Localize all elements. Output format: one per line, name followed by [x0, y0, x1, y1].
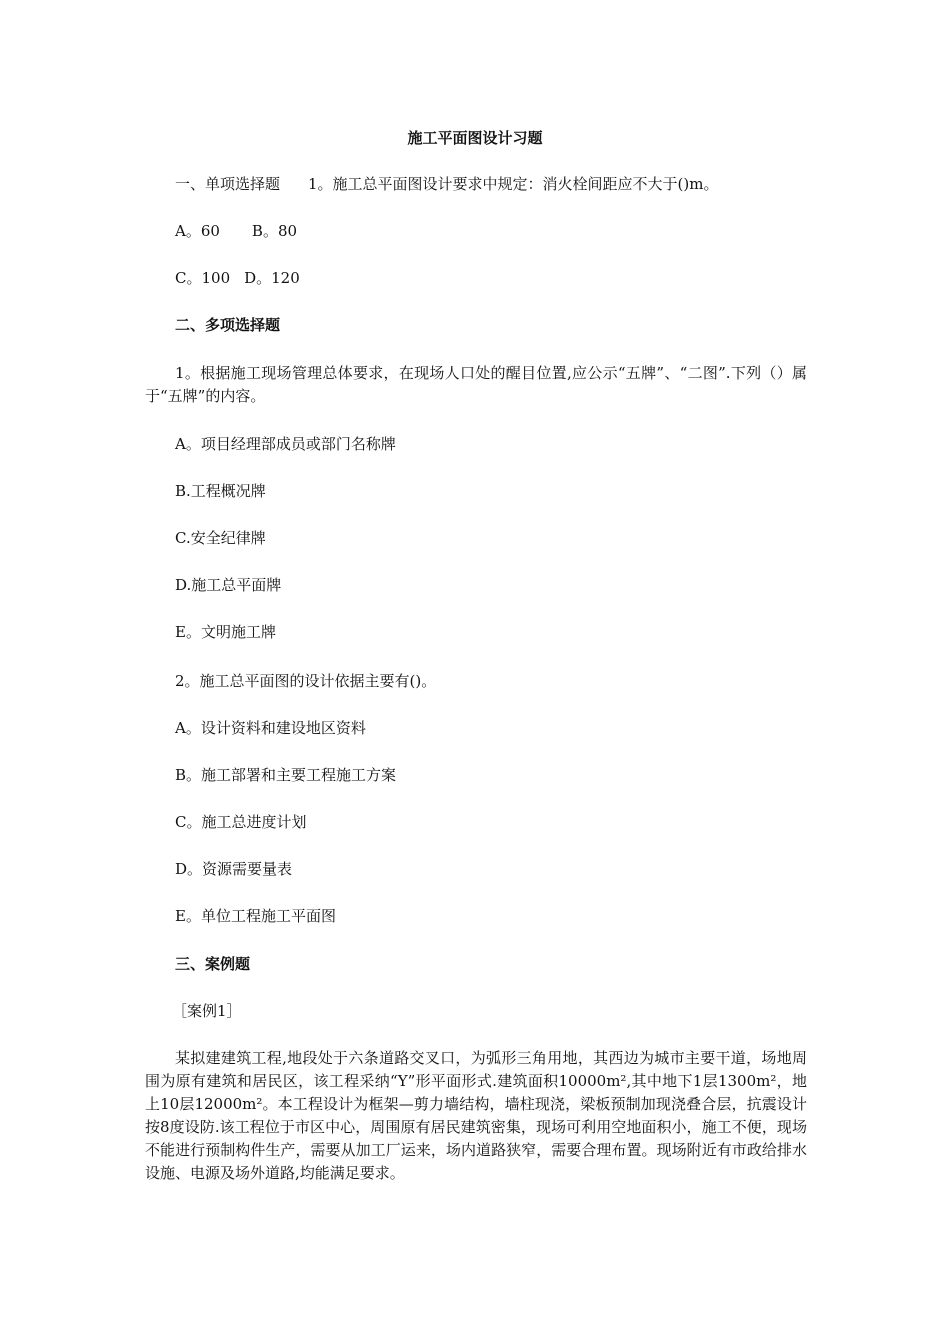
- case-paragraph: 某拟建建筑工程,地段处于六条道路交叉口，为弧形三角用地，其西边为城市主要干道，场地周围为原有建筑和居民区，该工程采纳“Y”形平面形式.建筑面积10000m²,其中地下1层1300m²，地上10层12000m²。本工程设计为框架—剪力墙结构，墙柱现浇，梁板预制加现浇叠合层，抗震设计按8度设防.该工程位于市区中心，周围原有居民建筑密集，现场可利用空地面积小，施工不便，现场不能进行预制构件生产，需要从加工厂运来，场内道路狭窄，需要合理布置。现场附近有市政给排水设施、电源及场外道路,均能满足要求。: [145, 1049, 807, 1182]
- multiple-choice-question-2: 2。施工总平面图的设计依据主要有()。: [175, 672, 437, 690]
- section-heading-case-study: 三、案例题: [175, 955, 251, 973]
- single-choice-question-1: [175, 173, 719, 195]
- option-item: B。施工部署和主要工程施工方案: [175, 766, 397, 784]
- option-item: A。设计资料和建设地区资料: [175, 719, 366, 737]
- option-item: E。单位工程施工平面图: [175, 907, 336, 925]
- option-d: D。120: [244, 269, 300, 287]
- section-heading-multiple-choice: 二、多项选择题: [175, 316, 281, 334]
- option-b: B。80: [251, 222, 298, 240]
- question-text: 1。施工总平面图设计要求中规定：消火栓间距应不大于()m。: [308, 175, 719, 193]
- option-a: A。60: [175, 222, 220, 240]
- options-row-cd: [175, 267, 300, 289]
- option-item: E。文明施工牌: [175, 623, 276, 641]
- options-row-ab: [175, 220, 297, 242]
- option-c: C。100: [175, 269, 231, 287]
- option-item: A。项目经理部成员或部门名称牌: [175, 435, 396, 453]
- multiple-choice-question-1: 1。根据施工现场管理总体要求，在现场人口处的醒目位置,应公示“五牌”、“二图”.下列（）属于“五牌”的内容。: [145, 364, 807, 405]
- option-item: D。资源需要量表: [175, 860, 293, 878]
- document-title: 施工平面图设计习题: [407, 129, 543, 147]
- case-label: ［案例1］: [172, 1002, 242, 1020]
- section-heading-single-choice: 一、单项选择题: [175, 175, 281, 193]
- option-item: D.施工总平面牌: [175, 576, 282, 594]
- option-item: C。施工总进度计划: [175, 813, 307, 831]
- option-item: C.安全纪律牌: [175, 529, 266, 547]
- option-item: B.工程概况牌: [175, 482, 266, 500]
